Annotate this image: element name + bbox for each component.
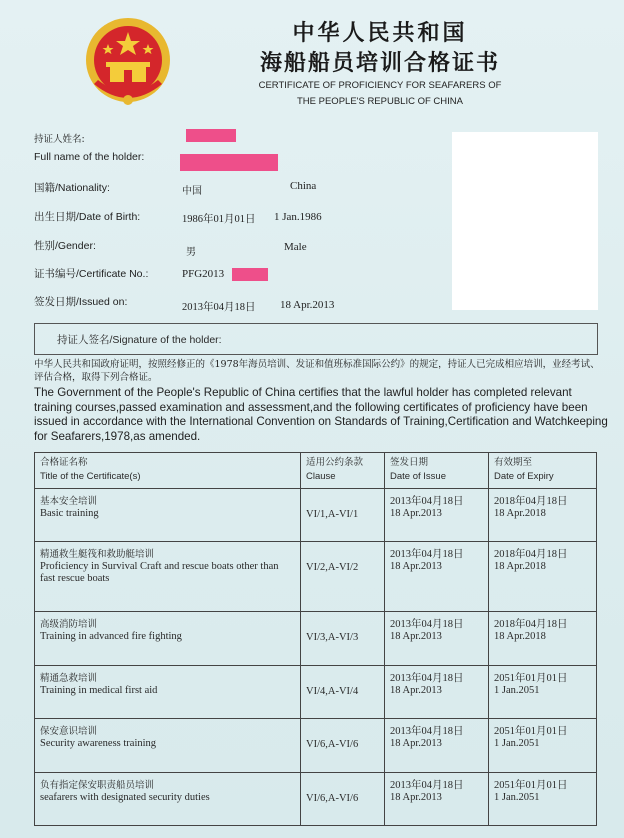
signature-box — [34, 323, 598, 355]
signature-label: 持证人签名/Signature of the holder: — [57, 334, 222, 346]
nationality-value-zh: 中国 — [182, 186, 202, 197]
table-row: 负有指定保安职责船员培训 seafarers with designated security duties VI/6,A-VI/6 2013年04月18日 18 Apr.2013 2051年01月01日 1 Jan.2051 — [35, 772, 597, 825]
issued-on-value-en: 18 Apr.2013 — [280, 299, 335, 311]
certificate-no-label: 证书编号/Certificate No.: — [34, 268, 149, 280]
redacted-name-en — [180, 154, 278, 171]
certificates-table — [34, 452, 597, 826]
redacted-name-zh — [186, 129, 236, 142]
header-clause: 适用公约条款 Clause — [301, 453, 385, 489]
table-row: 基本安全培训 Basic training VI/1,A-VI/1 2013年04月18日 18 Apr.2013 2018年04月18日 18 Apr.2018 — [35, 489, 597, 542]
national-emblem-icon — [80, 14, 176, 114]
document-subtitle-en-line1: CERTIFICATE OF PROFICIENCY FOR SEAFARERS OF — [258, 80, 502, 91]
dob-value-en: 1 Jan.1986 — [274, 211, 322, 223]
redacted-certificate-no — [232, 268, 268, 281]
nationality-value-en: China — [290, 180, 317, 192]
dob-value-zh: 1986年01月01日 — [182, 214, 256, 225]
document-subtitle-zh: 海船船员培训合格证书 — [259, 51, 500, 76]
issued-on-value-zh: 2013年04月18日 — [182, 302, 256, 313]
statement-en: The Government of the People's Republic of China certifies that the lawful holder has completed relevant training courses,passed examination and assessment,and the following certificates of proficiency have been issued in accordance with the International Convention on Standards of Training,Certification and Watchkeeping for Seafarers,1978,as amended. — [34, 386, 608, 443]
header-title: 合格证名称 Title of the Certificate(s) — [35, 453, 301, 489]
gender-label: 性别/Gender: — [34, 240, 96, 252]
holder-name-label-en: Full name of the holder: — [34, 151, 145, 163]
statement-zh: 中华人民共和国政府证明，按照经修正的《1978年海员培训、发证和值班标准国际公约》的规定，持证人已完成相应培训，业经考试、评估合格，取得下列合格证。 — [34, 359, 600, 383]
holder-photo — [452, 132, 598, 310]
nationality-label: 国籍/Nationality: — [34, 182, 110, 194]
document-title-zh: 中华人民共和国 — [292, 21, 468, 46]
table-row: 保安意识培训 Security awareness training VI/6,A-VI/6 2013年04月18日 18 Apr.2013 2051年01月01日 1 Jan.2051 — [35, 719, 597, 772]
gender-value-en: Male — [284, 241, 307, 253]
header-date-of-issue: 签发日期 Date of Issue — [385, 453, 489, 489]
header-date-of-expiry: 有效期至 Date of Expiry — [489, 453, 597, 489]
table-row: 精通急救培训 Training in medical first aid VI/4,A-VI/4 2013年04月18日 18 Apr.2013 2051年01月01日 1 Jan.2051 — [35, 665, 597, 718]
certificate-no-value: PFG2013 — [182, 268, 225, 280]
holder-name-label-zh: 持证人姓名: — [34, 134, 85, 145]
issued-on-label: 签发日期/Issued on: — [34, 296, 128, 308]
table-row: 高级消防培训 Training in advanced fire fighting VI/3,A-VI/3 2013年04月18日 18 Apr.2013 2018年04月18日 18 Apr.2018 — [35, 612, 597, 665]
table-header-row — [35, 453, 597, 489]
gender-value-zh: 男 — [186, 247, 196, 258]
dob-label: 出生日期/Date of Birth: — [34, 211, 141, 223]
table-row: 精通救生艇筏和救助艇培训 Proficiency in Survival Craft and rescue boats other than fast rescue boats VI/2,A-VI/2 2013年04月18日 18 Apr.2013 2018年04月18日 18 Apr.2018 — [35, 542, 597, 612]
document-subtitle-en-line2: THE PEOPLE'S REPUBLIC OF CHINA — [297, 96, 463, 107]
